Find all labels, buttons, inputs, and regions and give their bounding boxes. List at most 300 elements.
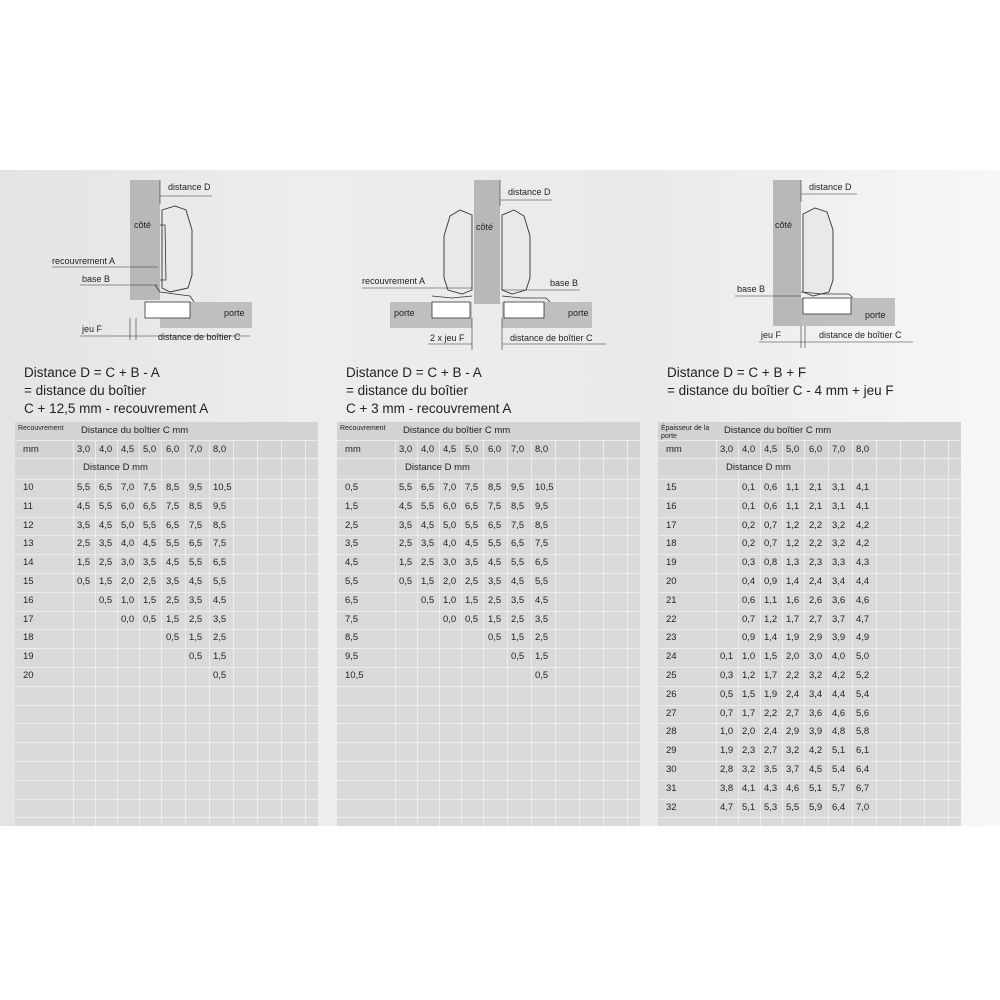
table-cell: 5,0: [121, 519, 135, 531]
column-header: 4,0: [742, 444, 756, 455]
grid-line: [337, 742, 640, 743]
table-cell: 1,5: [488, 613, 502, 625]
grid-line: [658, 611, 961, 612]
table-cell: 3,0: [809, 651, 823, 663]
table-subheader-band: [658, 458, 961, 475]
table-cell: 4,5: [399, 500, 413, 512]
table-cell: 2,5: [99, 557, 113, 569]
table-cell: 3,5: [189, 594, 203, 606]
grid-line: [658, 554, 961, 555]
table-cell: 0,9: [742, 632, 756, 644]
table-cell: 4,6: [856, 594, 870, 606]
column-header: 4,5: [443, 444, 457, 455]
table-cell: 6,5: [143, 500, 157, 512]
grid-line: [15, 629, 318, 630]
table-cell: 3,5: [421, 538, 435, 550]
grid-line: [658, 667, 961, 668]
table-cell: 0,4: [742, 576, 756, 587]
table-cell: 1,0: [742, 651, 756, 663]
table-cell: 9,5: [213, 500, 227, 512]
grid-line: [337, 592, 640, 593]
table-cell: 2,9: [786, 726, 800, 738]
panel-3-inset-hinge: [643, 170, 963, 826]
grid-line: [15, 723, 318, 724]
table-cell: 1,7: [742, 707, 756, 719]
grid-line: [337, 667, 640, 668]
formula-line: = distance du boîtier: [346, 383, 468, 398]
table-cell: 7,5: [535, 538, 549, 550]
grid-line: [337, 723, 640, 724]
table-cell: 6,7: [856, 782, 870, 794]
table-cell: 5,8: [856, 726, 870, 738]
grid-line: [337, 799, 640, 800]
label-2x-jeu-f: 2 x jeu F: [430, 333, 465, 343]
table-cell: 3,5: [399, 519, 413, 531]
row-label: 23: [666, 632, 677, 644]
column-header: 4,0: [421, 444, 435, 455]
column-header: 4,5: [121, 444, 135, 455]
grid-line: [15, 705, 318, 706]
table-cell: 1,2: [764, 613, 778, 625]
grid-line: [658, 573, 961, 574]
table-cell: 3,2: [786, 745, 800, 757]
grid-line: [658, 479, 961, 480]
table-cell: 8,5: [189, 500, 203, 512]
table-cell: 3,1: [832, 500, 846, 512]
table-cell: 4,5: [809, 764, 823, 775]
grid-line: [15, 517, 318, 518]
table-cell: 3,2: [832, 519, 846, 531]
label-recouvrement-a: recouvrement A: [362, 276, 426, 286]
table-cell: 4,5: [511, 576, 525, 587]
table-cell: 6,5: [99, 482, 113, 493]
table-cell: 0,5: [99, 594, 113, 606]
table-cell: 5,5: [488, 538, 502, 550]
table-cell: 0,5: [166, 632, 180, 644]
label-porte: porte: [224, 308, 245, 318]
table-cell: 1,7: [764, 670, 778, 681]
table-cell: 5,5: [189, 557, 203, 569]
table-cell: 7,5: [465, 482, 479, 493]
table-cell: 3,1: [832, 482, 846, 493]
table-cell: 1,9: [786, 632, 800, 644]
table-cell: 4,2: [809, 745, 823, 757]
table-cell: 7,0: [121, 482, 135, 493]
table-cell: 8,5: [535, 519, 549, 531]
table-cell: 0,1: [742, 500, 756, 512]
table-cell: 0,6: [742, 594, 756, 606]
table-cell: 1,0: [443, 594, 457, 606]
column-header: 6,0: [809, 444, 823, 455]
row-label: 18: [23, 632, 34, 644]
table-cell: 9,5: [535, 500, 549, 512]
grid-line: [337, 440, 640, 441]
grid-line: [337, 611, 640, 612]
grid-line: [15, 573, 318, 574]
row-label: 3,5: [345, 538, 359, 550]
label-distance-d: distance D: [809, 182, 852, 192]
table-cell: 8,5: [511, 500, 525, 512]
table-cell: 2,2: [809, 519, 823, 531]
table-cell: 3,2: [832, 538, 846, 550]
grid-line: [658, 799, 961, 800]
table-cell: 8,5: [488, 482, 502, 493]
row-label: 5,5: [345, 576, 359, 587]
table-cell: 5,5: [77, 482, 91, 493]
table-cell: 8,5: [213, 519, 227, 531]
table-cell: 0,5: [488, 632, 502, 644]
table-cell: 1,5: [421, 576, 435, 587]
hinge-spec-sheet: [0, 170, 1000, 826]
table-cell: 0,6: [764, 500, 778, 512]
row-label: 25: [666, 670, 677, 681]
row-label: 21: [666, 594, 677, 606]
table-cell: 9,5: [189, 482, 203, 493]
formula-line: = distance du boîtier C - 4 mm + jeu F: [667, 383, 894, 398]
row-label: 32: [666, 801, 677, 813]
table-cell: 3,6: [832, 594, 846, 606]
table-cell: 3,5: [488, 576, 502, 587]
table-cell: 2,3: [742, 745, 756, 757]
table-cell: 1,4: [786, 576, 800, 587]
row-label: 14: [23, 557, 34, 569]
row-label: 29: [666, 745, 677, 757]
row-label: 13: [23, 538, 34, 550]
row-label: 15: [23, 576, 34, 587]
row-label: 22: [666, 613, 677, 625]
grid-line: [15, 592, 318, 593]
row-label: 28: [666, 726, 677, 738]
formula-line: Distance D = C + B + F: [667, 365, 807, 380]
table-cell: 6,5: [488, 519, 502, 531]
row-label: 17: [23, 613, 34, 625]
table-cell: 5,5: [99, 500, 113, 512]
table-cell: 4,7: [856, 613, 870, 625]
table-cell: 5,5: [166, 538, 180, 550]
grid-line: [15, 535, 318, 536]
table-cell: 6,5: [166, 519, 180, 531]
table-cell: 1,5: [742, 688, 756, 700]
column-header: 7,0: [511, 444, 525, 455]
row-label: 10: [23, 482, 34, 493]
formula-line: C + 12,5 mm - recouvrement A: [24, 401, 209, 416]
row-label: 0,5: [345, 482, 359, 493]
grid-line: [337, 648, 640, 649]
table-cell: 6,5: [421, 482, 435, 493]
formula-line: C + 3 mm - recouvrement A: [346, 401, 512, 416]
table-cell: 1,2: [742, 670, 756, 681]
table-cell: 9,5: [511, 482, 525, 493]
table-cell: 3,2: [742, 764, 756, 775]
formula-line: = distance du boîtier: [24, 383, 146, 398]
table-cell: 10,5: [535, 482, 554, 493]
label-jeu-f: jeu F: [82, 324, 103, 334]
grid-line: [15, 780, 318, 781]
grid-line: [15, 440, 318, 441]
table-cell: 7,5: [488, 500, 502, 512]
table-cell: 4,3: [856, 557, 870, 569]
table-cell: 5,5: [535, 576, 549, 587]
table-cell: 3,4: [832, 576, 846, 587]
table-cell: 4,6: [832, 707, 846, 719]
table-cell: 5,9: [809, 801, 823, 813]
table-cell: 3,5: [213, 613, 227, 625]
table-cell: 0,5: [189, 651, 203, 663]
column-header: 7,0: [189, 444, 203, 455]
table-cell: 2,5: [166, 594, 180, 606]
column-header: 5,0: [465, 444, 479, 455]
grid-line: [15, 799, 318, 800]
table-cell: 5,1: [742, 801, 756, 813]
table-cell: 2,5: [535, 632, 549, 644]
row-label: 26: [666, 688, 677, 700]
table-cell: 7,5: [511, 519, 525, 531]
table-cell: 0,7: [764, 538, 778, 550]
table-cell: 1,0: [720, 726, 734, 738]
table-cell: 2,3: [809, 557, 823, 569]
row-label: 11: [23, 500, 33, 512]
table-cell: 7,0: [443, 482, 457, 493]
table-cell: 5,4: [832, 764, 846, 775]
table-cell: 0,6: [764, 482, 778, 493]
table-cell: 3,5: [764, 764, 778, 775]
column-header: 6,0: [166, 444, 180, 455]
table-cell: 1,1: [764, 594, 778, 606]
column-header: 3,0: [399, 444, 413, 455]
column-header: 8,0: [856, 444, 870, 455]
grid-line: [658, 629, 961, 630]
table-cell: 3,7: [832, 613, 846, 625]
row-label: 19: [23, 651, 34, 663]
row-label: 4,5: [345, 557, 359, 569]
grid-line: [658, 705, 961, 706]
column-header: 8,0: [213, 444, 227, 455]
column-group-title: Distance du boîtier C mm: [403, 425, 511, 436]
table-cell: 1,5: [77, 557, 91, 569]
row-label: 31: [666, 782, 677, 794]
table-cell: 6,1: [856, 745, 870, 757]
label-distance-d: distance D: [508, 187, 551, 197]
table-cell: 1,3: [786, 557, 800, 569]
label-distance-boitier-c: distance de boîtier C: [819, 330, 902, 340]
table-cell: 0,2: [742, 538, 756, 550]
table-cell: 4,5: [166, 557, 180, 569]
table-cell: 4,2: [856, 519, 870, 531]
table-cell: 5,5: [786, 801, 800, 813]
table-cell: 6,5: [189, 538, 203, 550]
table-cell: 0,0: [121, 613, 135, 625]
row-label: 20: [23, 670, 34, 681]
table-cell: 4,4: [832, 688, 846, 700]
table-cell: 1,5: [399, 557, 413, 569]
table-cell: 1,5: [764, 651, 778, 663]
formula: [667, 364, 894, 400]
row-label: 30: [666, 764, 677, 775]
label-recouvrement-a: recouvrement A: [52, 256, 116, 266]
table-cell: 3,2: [809, 670, 823, 681]
table-cell: 1,2: [786, 519, 800, 531]
grid-line: [658, 686, 961, 687]
grid-line: [15, 817, 318, 818]
table-cell: 4,5: [99, 519, 113, 531]
table-cell: 2,4: [786, 688, 800, 700]
table-cell: 5,1: [809, 782, 823, 794]
row-label: 16: [23, 594, 34, 606]
column-header: 6,0: [488, 444, 502, 455]
column-header: 7,0: [832, 444, 846, 455]
table-cell: 2,5: [189, 613, 203, 625]
table-cell: 2,2: [786, 670, 800, 681]
table-cell: 1,9: [764, 688, 778, 700]
grid-line: [337, 629, 640, 630]
table-cell: 2,8: [720, 764, 734, 775]
table-cell: 4,5: [143, 538, 157, 550]
table-cell: 4,4: [856, 576, 870, 587]
grid-line: [658, 458, 961, 459]
table-cell: 4,5: [535, 594, 549, 606]
grid-line: [337, 817, 640, 818]
table-cell: 0,0: [443, 613, 457, 625]
table-cell: 3,3: [832, 557, 846, 569]
label-distance-d: distance D: [168, 182, 211, 192]
table-cell: 2,4: [764, 726, 778, 738]
table-cell: 2,6: [809, 594, 823, 606]
table-cell: 3,7: [786, 764, 800, 775]
table-cell: 2,5: [421, 557, 435, 569]
table-cell: 4,5: [465, 538, 479, 550]
table-cell: 5,5: [511, 557, 525, 569]
table-cell: 1,6: [786, 594, 800, 606]
label-cote: côté: [775, 220, 793, 230]
grid-line: [658, 498, 961, 499]
table-cell: 0,5: [399, 576, 413, 587]
row-label: 15: [666, 482, 677, 493]
column-header: 3,0: [720, 444, 734, 455]
table-cell: 5,0: [856, 651, 870, 663]
table-cell: 0,9: [764, 576, 778, 587]
table-cell: 3,6: [809, 707, 823, 719]
table-cell: 5,5: [143, 519, 157, 531]
table-cell: 1,1: [786, 500, 800, 512]
label-porte: porte: [865, 310, 886, 320]
grid-line: [15, 498, 318, 499]
table-cell: 1,5: [535, 651, 549, 663]
table-cell: 6,5: [465, 500, 479, 512]
table-cell: 3,5: [511, 594, 525, 606]
table-cell: 1,5: [511, 632, 525, 644]
table-cell: 3,4: [809, 688, 823, 700]
row-label: 19: [666, 557, 677, 569]
row-label: 8,5: [345, 632, 359, 644]
table-cell: 6,5: [213, 557, 227, 569]
label-distance-boitier-c: distance de boîtier C: [510, 333, 593, 343]
grid-line: [658, 535, 961, 536]
label-distance-boitier-c: distance de boîtier C: [158, 332, 241, 342]
table-cell: 3,9: [809, 726, 823, 738]
grid-line: [337, 458, 640, 459]
grid-line: [15, 554, 318, 555]
panel-2-half-overlay-hinge: [322, 170, 642, 826]
formula-line: Distance D = C + B - A: [24, 365, 160, 380]
table-cell: 1,5: [213, 651, 227, 663]
table-cell: 2,7: [764, 745, 778, 757]
table-cell: 0,7: [742, 613, 756, 625]
formula: [24, 364, 208, 418]
table-cell: 5,5: [421, 500, 435, 512]
table-cell: 4,5: [421, 519, 435, 531]
table-cell: 0,3: [720, 670, 734, 681]
table-cell: 4,3: [764, 782, 778, 794]
table-cell: 3,5: [99, 538, 113, 550]
column-header: 5,0: [143, 444, 157, 455]
row-header-unit: mm: [666, 444, 682, 455]
grid-line: [15, 611, 318, 612]
table-cell: 0,5: [213, 670, 227, 681]
table-cell: 1,5: [143, 594, 157, 606]
table-cell: 0,7: [720, 707, 734, 719]
table-cell: 7,5: [213, 538, 227, 550]
table-cell: 4,1: [742, 782, 756, 794]
table-cell: 0,1: [720, 651, 734, 663]
table-cell: 2,7: [786, 707, 800, 719]
subheader-title: Distance D mm: [726, 462, 791, 473]
row-label: 12: [23, 519, 34, 531]
row-header-title: Recouvrement: [340, 425, 386, 432]
table-cell: 5,5: [465, 519, 479, 531]
subheader-title: Distance D mm: [405, 462, 470, 473]
table-cell: 3,0: [443, 557, 457, 569]
table-cell: 1,5: [189, 632, 203, 644]
row-label: 18: [666, 538, 677, 550]
table-cell: 5,0: [443, 519, 457, 531]
grid-line: [658, 723, 961, 724]
table-cell: 0,5: [535, 670, 549, 681]
row-header-title: Recouvrement: [18, 425, 64, 432]
row-label: 17: [666, 519, 677, 531]
grid-line: [15, 458, 318, 459]
table-cell: 5,3: [764, 801, 778, 813]
column-group-title: Distance du boîtier C mm: [724, 425, 832, 436]
grid-line: [337, 780, 640, 781]
table-cell: 2,5: [488, 594, 502, 606]
table-cell: 0,5: [511, 651, 525, 663]
formula: [346, 364, 511, 418]
grid-line: [15, 761, 318, 762]
grid-line: [658, 742, 961, 743]
label-cote: côté: [476, 222, 494, 232]
row-header-title: Épaisseur de la porte: [661, 425, 710, 440]
table-cell: 2,0: [443, 576, 457, 587]
table-cell: 5,7: [832, 782, 846, 794]
table-cell: 2,5: [213, 632, 227, 644]
column-header: 4,5: [764, 444, 778, 455]
panel-1-overlay-hinge: [0, 170, 320, 826]
table-cell: 5,6: [856, 707, 870, 719]
table-cell: 2,1: [809, 500, 823, 512]
table-cell: 2,7: [809, 613, 823, 625]
table-cell: 7,0: [856, 801, 870, 813]
column-header: 3,0: [77, 444, 91, 455]
table-cell: 1,5: [99, 576, 113, 587]
table-subheader-band: [15, 458, 318, 475]
table-cell: 0,5: [720, 688, 734, 700]
table-cell: 0,1: [742, 482, 756, 493]
table-cell: 8,5: [166, 482, 180, 493]
table-cell: 2,5: [465, 576, 479, 587]
grid-line: [658, 817, 961, 818]
table-cell: 4,9: [856, 632, 870, 644]
table-cell: 6,4: [856, 764, 870, 775]
